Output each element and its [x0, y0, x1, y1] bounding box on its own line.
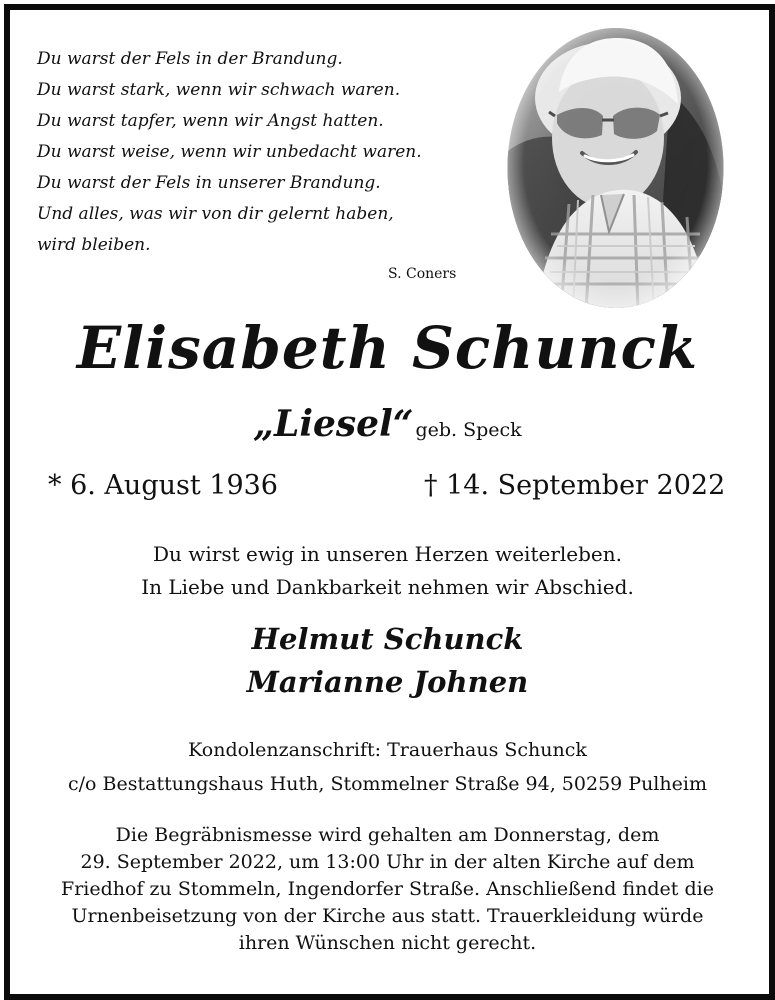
mourner-2: Marianne Johnen — [246, 665, 529, 699]
deceased-name: Elisabeth Schunck — [76, 314, 699, 382]
service-line-3: Friedhof zu Stommeln, Ingendorfer Straße. Anschließend findet die — [61, 878, 714, 900]
memorial-poem — [37, 44, 477, 261]
service-line-4: Urnenbeisetzung von der Kirche aus statt. Trauerkleidung würde — [71, 905, 704, 927]
farewell-line-1: Du wirst ewig in unseren Herzen weiterleben. — [153, 542, 622, 566]
condolence-address — [0, 733, 775, 801]
poem-line-1: Du warst der Fels in der Brandung. — [37, 49, 343, 69]
service-line-5: ihren Wünschen nicht gerecht. — [238, 932, 537, 954]
poem-line-7: wird bleiben. — [37, 235, 151, 255]
service-line-1: Die Begräbnismesse wird gehalten am Donnerstag, dem — [115, 824, 660, 846]
service-line-2: 29. September 2022, um 13:00 Uhr in der alten Kirche auf dem — [80, 851, 695, 873]
poem-line-6: Und alles, was wir von dir gelernt haben, — [37, 204, 394, 224]
mourners-list — [0, 618, 775, 704]
poem-line-2: Du warst stark, wenn wir schwach waren. — [37, 80, 401, 100]
mourner-1: Helmut Schunck — [251, 622, 524, 656]
farewell-message — [0, 538, 775, 604]
poem-line-5: Du warst der Fels in unserer Brandung. — [37, 173, 381, 193]
deceased-birth-name: geb. Speck — [415, 419, 522, 441]
poem-author: S. Coners — [388, 266, 457, 282]
condolence-line-2: c/o Bestattungshaus Huth, Stommelner Straße 94, 50259 Pulheim — [68, 773, 707, 795]
funeral-service-details — [0, 822, 775, 957]
portrait-photo — [506, 26, 725, 310]
poem-line-4: Du warst weise, wenn wir unbedacht waren. — [37, 142, 422, 162]
poem-line-3: Du warst tapfer, wenn wir Angst hatten. — [37, 111, 384, 131]
deceased-nickname: „Liesel“ — [253, 403, 414, 445]
farewell-line-2: In Liebe und Dankbarkeit nehmen wir Abschied. — [141, 575, 634, 599]
nickname-row — [0, 402, 775, 446]
birth-date: * 6. August 1936 — [48, 470, 278, 501]
condolence-line-1: Kondolenzanschrift: Trauerhaus Schunck — [188, 739, 587, 761]
death-date: † 14. September 2022 — [424, 470, 726, 501]
